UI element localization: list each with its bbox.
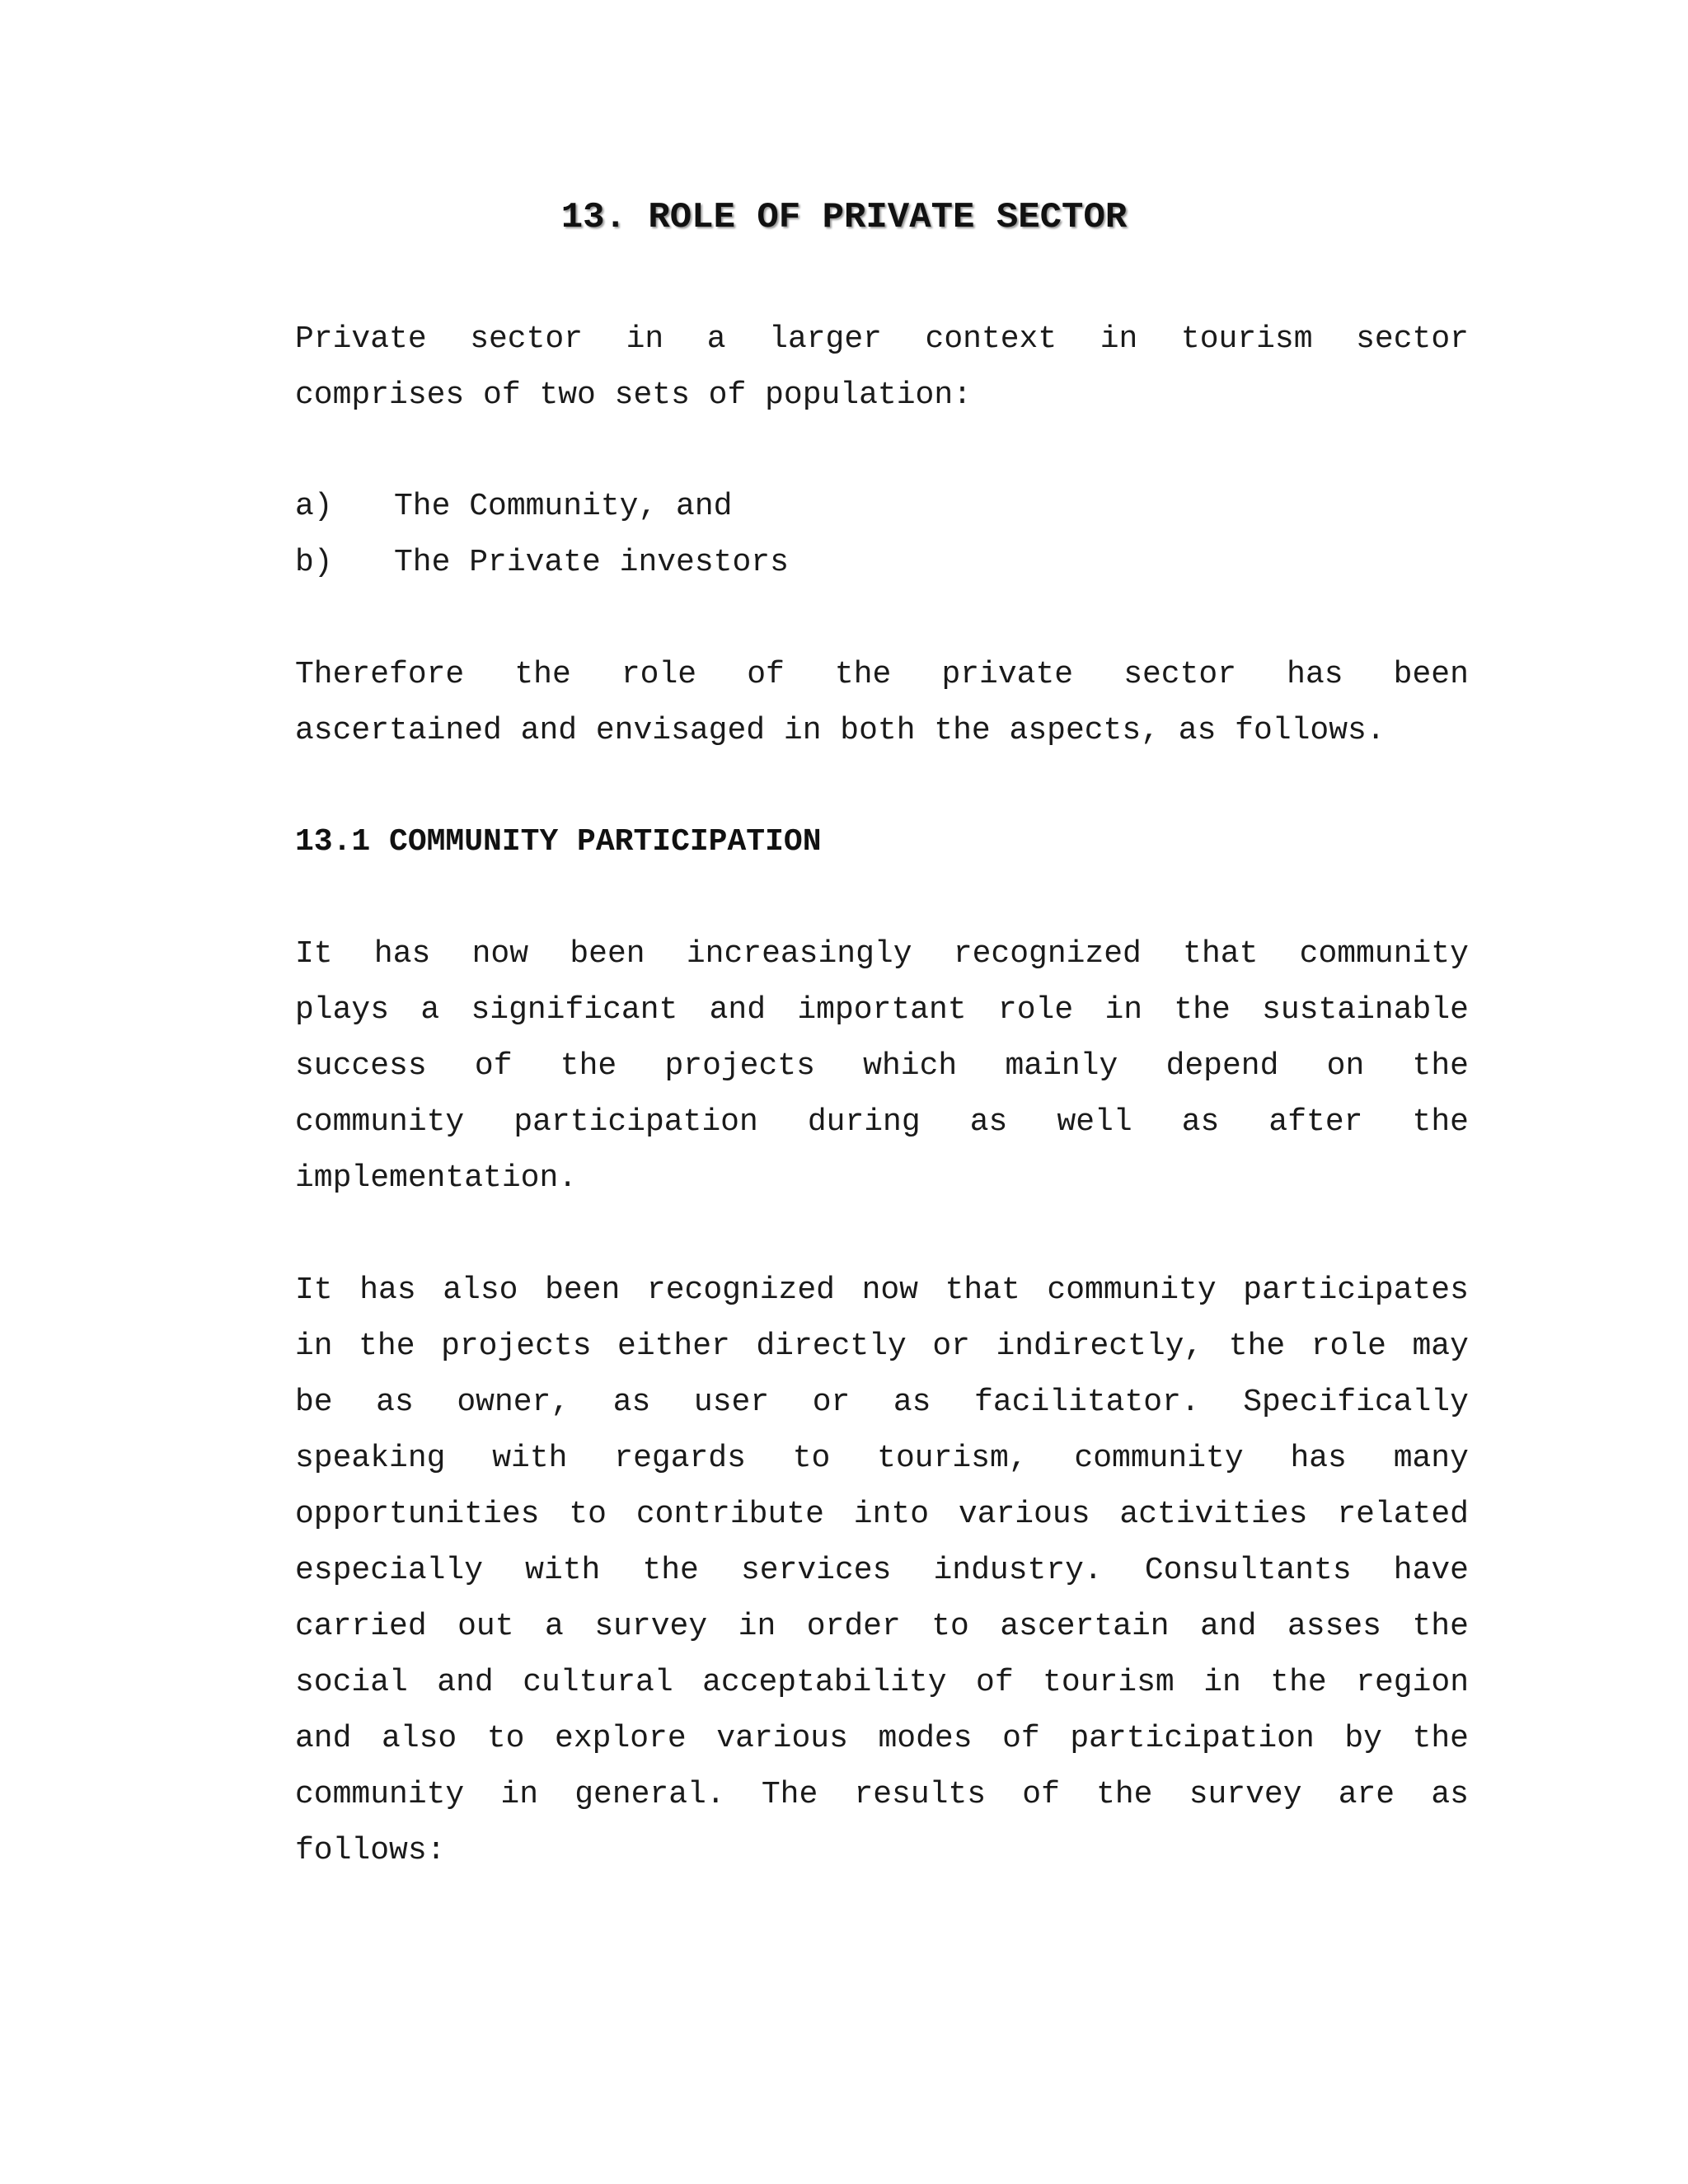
list-item: [295, 535, 1469, 591]
paragraph-line: community participation during as well as after the: [295, 1104, 1469, 1140]
paragraph-line: speaking with regards to tourism, community has many: [295, 1441, 1469, 1476]
therefore-paragraph: [295, 647, 1469, 759]
paragraph-line: follows:: [295, 1833, 446, 1868]
paragraph-line: social and cultural acceptability of tourism in the region: [295, 1665, 1469, 1700]
intro-line: comprises of two sets of population:: [295, 377, 972, 413]
list-item-text: The Private investors: [394, 545, 789, 580]
paragraph-line: in the projects either directly or indirectly, the role may: [295, 1329, 1469, 1364]
paragraph-line: implementation.: [295, 1160, 578, 1196]
paragraph-line: opportunities to contribute into various activities related: [295, 1497, 1469, 1532]
paragraph-line: be as owner, as user or as facilitator. Specifically: [295, 1385, 1469, 1420]
paragraph-line: success of the projects which mainly depend on the: [295, 1048, 1469, 1084]
therefore-line: ascertained and envisaged in both the aspects, as follows.: [295, 713, 1386, 748]
paragraph-line: community in general. The results of the survey are as: [295, 1777, 1469, 1812]
paragraph-line: It has also been recognized now that community participates: [295, 1272, 1469, 1308]
list-item-text: The Community, and: [394, 489, 733, 524]
paragraph-line: plays a significant and important role in the sustainable: [295, 992, 1469, 1028]
list-item: [295, 479, 1469, 535]
intro-paragraph: [295, 312, 1469, 424]
section-heading: 13.1 COMMUNITY PARTICIPATION: [295, 824, 822, 860]
paragraph-line: carried out a survey in order to ascertain and asses the: [295, 1609, 1469, 1644]
list-marker: b): [295, 545, 333, 580]
therefore-line: Therefore the role of the private sector has been: [295, 657, 1469, 692]
community-paragraph-2: [295, 1263, 1469, 1879]
list-marker: a): [295, 489, 333, 524]
paragraph-line: especially with the services industry. Consultants have: [295, 1553, 1469, 1588]
population-list: [295, 479, 1469, 591]
paragraph-line: and also to explore various modes of participation by the: [295, 1721, 1469, 1756]
intro-line: Private sector in a larger context in tourism sector: [295, 321, 1469, 357]
paragraph-line: It has now been increasingly recognized that community: [295, 936, 1469, 972]
page-title: 13. ROLE OF PRIVATE SECTOR: [560, 197, 1128, 238]
community-paragraph-1: [295, 926, 1469, 1207]
